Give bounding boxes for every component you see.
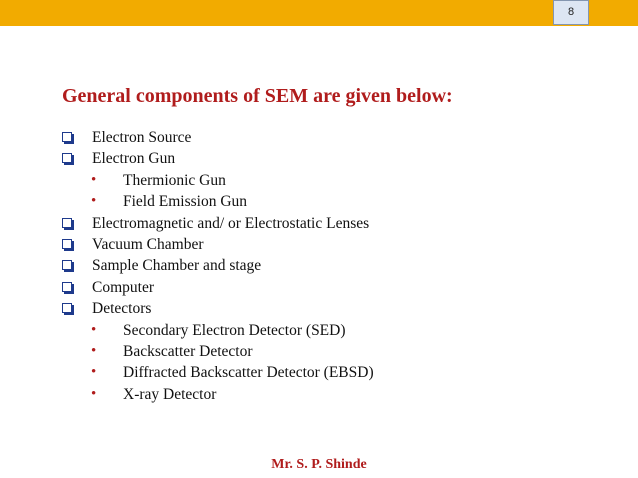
list-item-text: Backscatter Detector — [123, 342, 253, 360]
checkbox-square-icon — [62, 153, 72, 163]
checkbox-square-icon — [62, 239, 72, 249]
checkbox-square-icon — [62, 132, 72, 142]
bullet-dot-icon: • — [91, 321, 97, 338]
page-number-badge: 8 — [553, 0, 589, 25]
list-item-text: Electromagnetic and/ or Electrostatic Lenses — [92, 214, 370, 232]
list-item-text: Vacuum Chamber — [92, 235, 204, 253]
bullet-dot-icon: • — [91, 171, 97, 188]
bullet-dot-icon: • — [91, 193, 97, 210]
list-item-text: Secondary Electron Detector (SED) — [123, 321, 346, 339]
checkbox-square-icon — [62, 282, 72, 292]
list-item-text: Diffracted Backscatter Detector (EBSD) — [123, 364, 374, 382]
list-item-text: X-ray Detector — [123, 385, 217, 403]
checkbox-square-icon — [62, 218, 72, 228]
checkbox-square-icon — [62, 303, 72, 313]
bullet-dot-icon: • — [91, 342, 97, 359]
checkbox-square-icon — [62, 260, 72, 270]
slide-title: General components of SEM are given below: — [62, 85, 453, 107]
bullet-dot-icon: • — [91, 385, 97, 402]
bullet-dot-icon: • — [91, 364, 97, 381]
list-item-text: Computer — [92, 278, 154, 296]
list-item-text: Detectors — [92, 300, 152, 318]
list-item-text: Electron Source — [92, 129, 192, 146]
list-item-text: Electron Gun — [92, 150, 176, 168]
list-item-text: Field Emission Gun — [123, 193, 248, 211]
top-accent-bar — [0, 0, 638, 26]
list-item-text: Sample Chamber and stage — [92, 257, 262, 275]
list-item-text: Thermionic Gun — [123, 171, 226, 189]
author-footer: Mr. S. P. Shinde — [271, 457, 367, 472]
